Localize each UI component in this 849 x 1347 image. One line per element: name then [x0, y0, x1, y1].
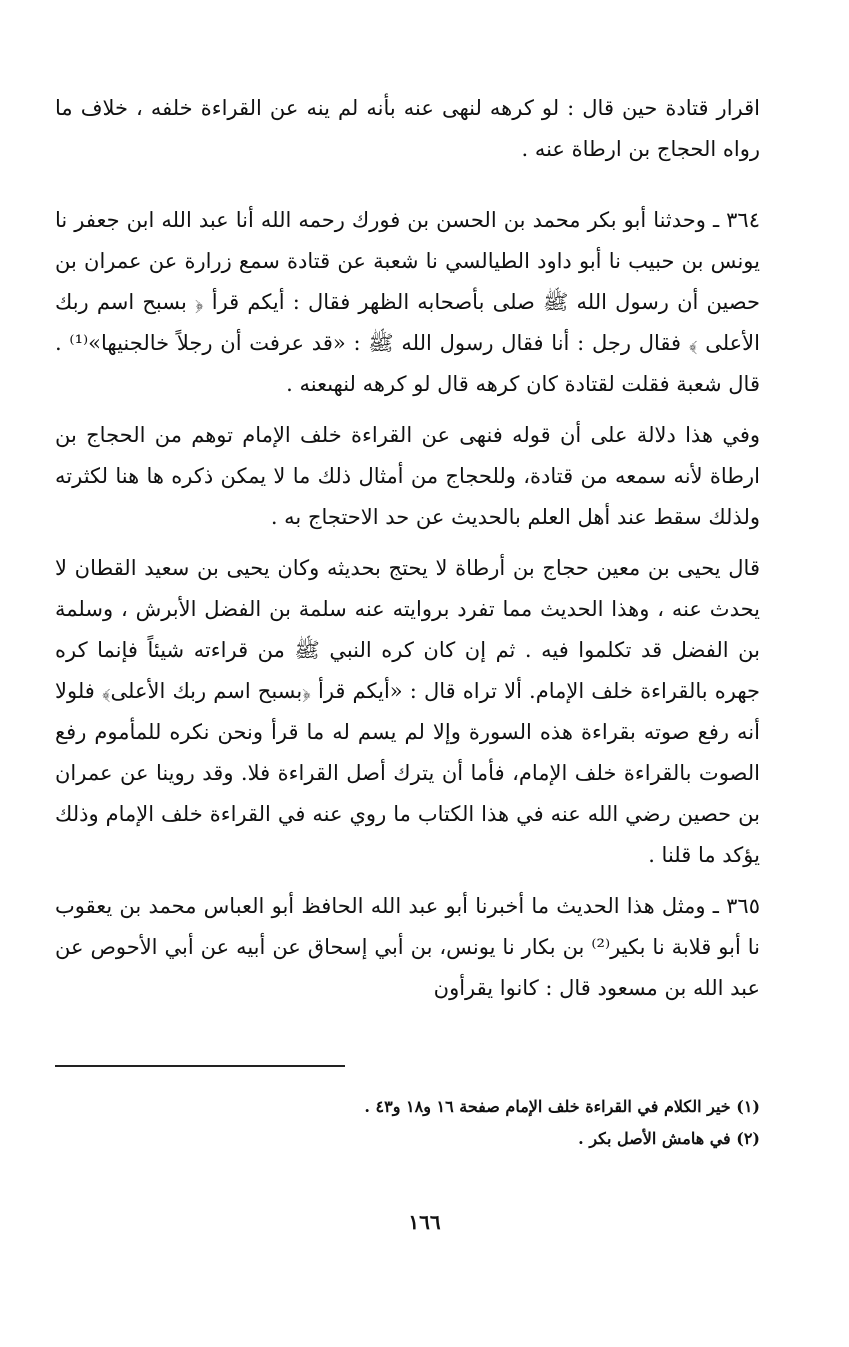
- paragraph-hadith-364: ٣٦٤ ـ وحدثنا أبو بكر محمد بن الحسن بن فورك رحمه الله أنا عبد الله ابن جعفر نا يونس بن حبيب نا أبو داود الطيالسي نا شعبة عن قتادة سمع زرارة عن عمران بن حصين أن رسول الله ﷺ صلى بأصحابه الظهر فقال : أيكم قرأ ﴿ بسبح اسم ربك الأعلى ﴾ فقال رجل : أنا فقال رسول الله ﷺ : «قد عرفت أن رجلاً خالجنيها»⁽¹⁾ . قال شعبة فقلت لقتادة كان كرهه قال لو كرهه لنهىعنه .: [55, 208, 760, 396]
- footnote-2: (٢) في هامش الأصل بكر .: [578, 1129, 760, 1148]
- paragraph-4: قال يحيى بن معين حجاج بن أرطاة لا يحتج بحديثه وكان يحيى بن سعيد القطان لا يحدث عنه ، وهذا الحديث مما تفرد بروايته عنه سلمة بن الفضل الأبرش ، وسلمة بن الفضل قد تكلموا فيه . ثم إن كان كره النبي ﷺ من قراءته شيئاً فإنما كره جهره بالقراءة خلف الإمام. ألا تراه قال : «أيكم قرأ ﴿بسبح اسم ربك الأعلى﴾ فلولا أنه رفع صوته بقراءة هذه السورة وإلا لم يسم له ما قرأ ونحن نكره للمأموم رفع الصوت بالقراءة خلف الإمام، فأما أن يترك أصل القراءة فلا. وقد روينا عن عمران بن حصين رضي الله عنه في هذا الكتاب ما روي عنه في القراءة خلف الإمام وذلك يؤكد ما قلنا .: [55, 556, 760, 867]
- footnotes: [55, 1091, 760, 1155]
- footnote-divider: [55, 1065, 345, 1067]
- paragraph-3: وفي هذا دلالة على أن قوله فنهى عن القراءة خلف الإمام توهم من الحجاج بن ارطاة لأنه سمعه من قتادة، وللحجاج من أمثال ذلك ما لا يمكن ذكره ها هنا لكثرته ولذلك سقط عند أهل العلم بالحديث عن حد الاحتجاج به .: [55, 423, 760, 529]
- paragraph-hadith-365: ٣٦٥ ـ ومثل هذا الحديث ما أخبرنا أبو عبد الله الحافظ أبو العباس محمد بن يعقوب نا أبو قلابة نا بكير⁽²⁾ بن بكار نا يونس، بن أبي إسحاق عن أبيه عن أبي الأحوص عن عبد الله بن مسعود قال : كانوا يقرأون: [55, 894, 760, 1000]
- page-content: [55, 88, 760, 1308]
- page-number: ١٦٦: [408, 1210, 441, 1234]
- paragraph-1: اقرار قتادة حين قال : لو كرهه لنهى عنه بأنه لم ينه عن القراءة خلفه ، خلاف ما رواه الحجاج بن ارطاة عنه .: [55, 96, 760, 161]
- footnote-1: (١) خير الكلام في القراءة خلف الإمام صفحة ١٦ و١٨ و٤٣ .: [364, 1097, 760, 1116]
